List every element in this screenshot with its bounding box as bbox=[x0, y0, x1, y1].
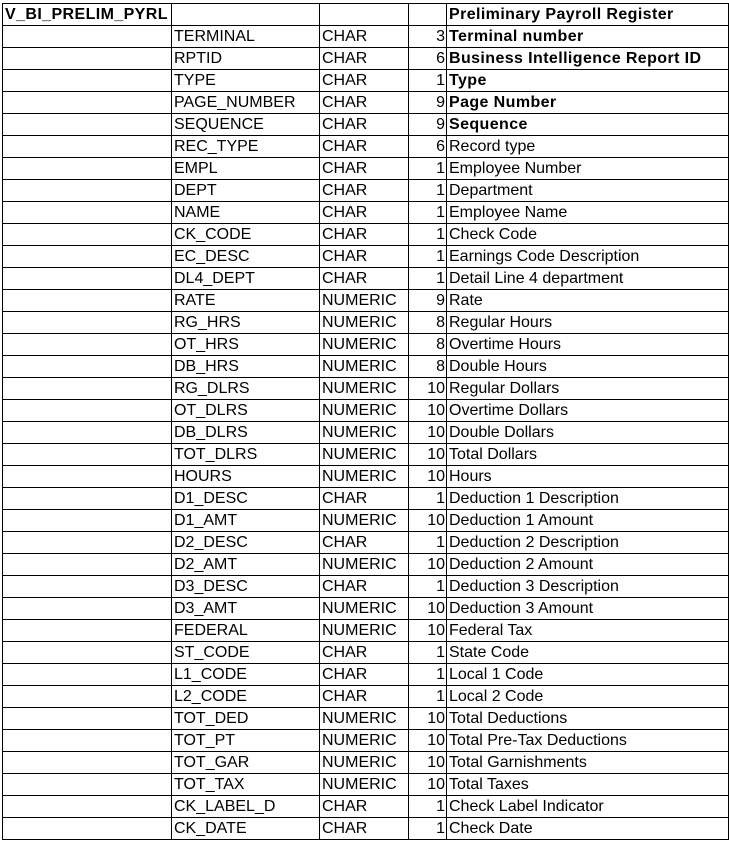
field-name-cell: DB_DLRS bbox=[172, 422, 320, 444]
field-length-cell: 1 bbox=[409, 576, 447, 598]
empty-cell bbox=[3, 26, 172, 48]
empty-cell bbox=[3, 114, 172, 136]
field-name-cell: DB_HRS bbox=[172, 356, 320, 378]
empty-cell bbox=[3, 334, 172, 356]
data-type-cell: NUMERIC bbox=[320, 598, 409, 620]
view-name-cell: V_BI_PRELIM_PYRL bbox=[3, 4, 172, 26]
field-description-cell: Hours bbox=[447, 466, 729, 488]
field-length-cell: 6 bbox=[409, 136, 447, 158]
field-name-cell: DEPT bbox=[172, 180, 320, 202]
field-description-cell: Regular Dollars bbox=[447, 378, 729, 400]
field-length-cell: 1 bbox=[409, 642, 447, 664]
table-row bbox=[3, 686, 729, 708]
field-description-cell: Check Date bbox=[447, 818, 729, 840]
field-length-cell: 10 bbox=[409, 752, 447, 774]
field-length-cell: 10 bbox=[409, 598, 447, 620]
field-length-cell: 1 bbox=[409, 268, 447, 290]
field-length-cell: 8 bbox=[409, 334, 447, 356]
empty-cell bbox=[3, 818, 172, 840]
empty-cell bbox=[3, 532, 172, 554]
field-name-cell: ST_CODE bbox=[172, 642, 320, 664]
field-description-cell: Double Hours bbox=[447, 356, 729, 378]
field-name-cell: DL4_DEPT bbox=[172, 268, 320, 290]
empty-cell bbox=[3, 730, 172, 752]
data-type-cell: CHAR bbox=[320, 796, 409, 818]
field-length-cell: 10 bbox=[409, 774, 447, 796]
field-description-cell: Check Label Indicator bbox=[447, 796, 729, 818]
empty-cell bbox=[3, 774, 172, 796]
data-type-cell: CHAR bbox=[320, 158, 409, 180]
field-length-cell: 1 bbox=[409, 180, 447, 202]
table-row bbox=[3, 48, 729, 70]
field-length-cell: 8 bbox=[409, 312, 447, 334]
field-name-cell: NAME bbox=[172, 202, 320, 224]
table-row bbox=[3, 180, 729, 202]
empty-cell bbox=[3, 400, 172, 422]
data-type-cell: CHAR bbox=[320, 818, 409, 840]
data-type-cell: NUMERIC bbox=[320, 422, 409, 444]
empty-cell bbox=[3, 642, 172, 664]
data-type-cell: CHAR bbox=[320, 48, 409, 70]
table-body bbox=[3, 4, 729, 840]
table-row bbox=[3, 92, 729, 114]
field-length-cell: 1 bbox=[409, 246, 447, 268]
report-title-cell: Preliminary Payroll Register bbox=[447, 4, 729, 26]
empty-cell bbox=[3, 92, 172, 114]
field-name-cell: L1_CODE bbox=[172, 664, 320, 686]
table-row bbox=[3, 466, 729, 488]
empty-cell bbox=[3, 576, 172, 598]
table-row bbox=[3, 532, 729, 554]
empty-cell bbox=[3, 180, 172, 202]
empty-cell bbox=[3, 796, 172, 818]
field-name-cell: FEDERAL bbox=[172, 620, 320, 642]
table-row bbox=[3, 356, 729, 378]
field-length-cell: 9 bbox=[409, 290, 447, 312]
data-type-cell: CHAR bbox=[320, 114, 409, 136]
data-type-cell: CHAR bbox=[320, 686, 409, 708]
field-description-cell: State Code bbox=[447, 642, 729, 664]
field-description-cell: Page Number bbox=[447, 92, 729, 114]
field-name-cell: RATE bbox=[172, 290, 320, 312]
field-name-cell: CK_LABEL_D bbox=[172, 796, 320, 818]
field-description-cell: Deduction 3 Amount bbox=[447, 598, 729, 620]
data-type-cell: NUMERIC bbox=[320, 400, 409, 422]
empty-cell bbox=[3, 70, 172, 92]
field-description-cell: Local 1 Code bbox=[447, 664, 729, 686]
field-description-cell: Employee Name bbox=[447, 202, 729, 224]
data-type-cell: CHAR bbox=[320, 26, 409, 48]
field-name-cell: TERMINAL bbox=[172, 26, 320, 48]
field-description-cell: Deduction 2 Description bbox=[447, 532, 729, 554]
field-name-cell: CK_CODE bbox=[172, 224, 320, 246]
field-name-cell: D1_AMT bbox=[172, 510, 320, 532]
data-type-cell: NUMERIC bbox=[320, 730, 409, 752]
field-length-cell: 10 bbox=[409, 422, 447, 444]
field-description-cell: Detail Line 4 department bbox=[447, 268, 729, 290]
field-length-cell: 10 bbox=[409, 400, 447, 422]
data-type-cell: CHAR bbox=[320, 488, 409, 510]
empty-cell bbox=[409, 4, 447, 26]
empty-cell bbox=[3, 488, 172, 510]
field-name-cell: TOT_GAR bbox=[172, 752, 320, 774]
field-description-cell: Deduction 1 Description bbox=[447, 488, 729, 510]
empty-cell bbox=[3, 422, 172, 444]
header-row bbox=[3, 4, 729, 26]
empty-cell bbox=[3, 202, 172, 224]
field-length-cell: 9 bbox=[409, 114, 447, 136]
field-name-cell: TOT_DED bbox=[172, 708, 320, 730]
field-name-cell: RG_DLRS bbox=[172, 378, 320, 400]
field-description-cell: Terminal number bbox=[447, 26, 729, 48]
field-description-cell: Business Intelligence Report ID bbox=[447, 48, 729, 70]
field-length-cell: 10 bbox=[409, 554, 447, 576]
field-length-cell: 1 bbox=[409, 818, 447, 840]
field-name-cell: D3_DESC bbox=[172, 576, 320, 598]
field-name-cell: EMPL bbox=[172, 158, 320, 180]
field-length-cell: 1 bbox=[409, 686, 447, 708]
table-row bbox=[3, 576, 729, 598]
table-row bbox=[3, 158, 729, 180]
field-description-cell: Local 2 Code bbox=[447, 686, 729, 708]
field-name-cell: D2_DESC bbox=[172, 532, 320, 554]
data-type-cell: NUMERIC bbox=[320, 620, 409, 642]
field-description-cell: Employee Number bbox=[447, 158, 729, 180]
field-name-cell: CK_DATE bbox=[172, 818, 320, 840]
data-type-cell: NUMERIC bbox=[320, 356, 409, 378]
data-type-cell: NUMERIC bbox=[320, 510, 409, 532]
table-row bbox=[3, 400, 729, 422]
field-description-cell: Total Dollars bbox=[447, 444, 729, 466]
data-type-cell: NUMERIC bbox=[320, 378, 409, 400]
field-length-cell: 10 bbox=[409, 730, 447, 752]
table-row bbox=[3, 136, 729, 158]
empty-cell bbox=[3, 664, 172, 686]
field-description-cell: Total Garnishments bbox=[447, 752, 729, 774]
table-row bbox=[3, 224, 729, 246]
data-type-cell: NUMERIC bbox=[320, 752, 409, 774]
data-type-cell: CHAR bbox=[320, 180, 409, 202]
field-length-cell: 1 bbox=[409, 70, 447, 92]
field-name-cell: D1_DESC bbox=[172, 488, 320, 510]
table-row bbox=[3, 268, 729, 290]
empty-cell bbox=[3, 378, 172, 400]
field-length-cell: 1 bbox=[409, 224, 447, 246]
field-name-cell: TOT_DLRS bbox=[172, 444, 320, 466]
empty-cell bbox=[3, 356, 172, 378]
table-row bbox=[3, 202, 729, 224]
empty-cell bbox=[320, 4, 409, 26]
field-description-cell: Deduction 1 Amount bbox=[447, 510, 729, 532]
empty-cell bbox=[3, 136, 172, 158]
empty-cell bbox=[3, 246, 172, 268]
field-name-cell: D2_AMT bbox=[172, 554, 320, 576]
empty-cell bbox=[3, 48, 172, 70]
table-row bbox=[3, 70, 729, 92]
data-type-cell: CHAR bbox=[320, 576, 409, 598]
empty-cell bbox=[3, 752, 172, 774]
empty-cell bbox=[3, 224, 172, 246]
field-description-cell: Department bbox=[447, 180, 729, 202]
field-length-cell: 10 bbox=[409, 378, 447, 400]
table-row bbox=[3, 796, 729, 818]
field-description-cell: Earnings Code Description bbox=[447, 246, 729, 268]
data-type-cell: CHAR bbox=[320, 70, 409, 92]
field-name-cell: HOURS bbox=[172, 466, 320, 488]
data-type-cell: CHAR bbox=[320, 202, 409, 224]
field-description-cell: Double Dollars bbox=[447, 422, 729, 444]
table-row bbox=[3, 510, 729, 532]
field-name-cell: L2_CODE bbox=[172, 686, 320, 708]
data-type-cell: CHAR bbox=[320, 92, 409, 114]
field-description-cell: Overtime Dollars bbox=[447, 400, 729, 422]
field-name-cell: TYPE bbox=[172, 70, 320, 92]
field-length-cell: 10 bbox=[409, 466, 447, 488]
field-description-cell: Deduction 2 Amount bbox=[447, 554, 729, 576]
field-length-cell: 1 bbox=[409, 532, 447, 554]
field-name-cell: TOT_TAX bbox=[172, 774, 320, 796]
empty-cell bbox=[3, 510, 172, 532]
empty-cell bbox=[3, 598, 172, 620]
field-length-cell: 1 bbox=[409, 202, 447, 224]
empty-cell bbox=[3, 290, 172, 312]
table-row bbox=[3, 730, 729, 752]
data-type-cell: NUMERIC bbox=[320, 312, 409, 334]
data-type-cell: NUMERIC bbox=[320, 466, 409, 488]
field-length-cell: 1 bbox=[409, 488, 447, 510]
field-length-cell: 8 bbox=[409, 356, 447, 378]
data-type-cell: NUMERIC bbox=[320, 774, 409, 796]
table-row bbox=[3, 334, 729, 356]
table-row bbox=[3, 664, 729, 686]
field-length-cell: 3 bbox=[409, 26, 447, 48]
field-definition-table bbox=[2, 3, 729, 840]
data-type-cell: CHAR bbox=[320, 246, 409, 268]
field-length-cell: 1 bbox=[409, 158, 447, 180]
data-type-cell: CHAR bbox=[320, 532, 409, 554]
field-description-cell: Total Deductions bbox=[447, 708, 729, 730]
empty-cell bbox=[3, 158, 172, 180]
table-row bbox=[3, 114, 729, 136]
empty-cell bbox=[3, 268, 172, 290]
field-name-cell: RG_HRS bbox=[172, 312, 320, 334]
field-name-cell: RPTID bbox=[172, 48, 320, 70]
table-row bbox=[3, 642, 729, 664]
field-name-cell: PAGE_NUMBER bbox=[172, 92, 320, 114]
field-description-cell: Federal Tax bbox=[447, 620, 729, 642]
field-description-cell: Deduction 3 Description bbox=[447, 576, 729, 598]
data-type-cell: NUMERIC bbox=[320, 334, 409, 356]
empty-cell bbox=[3, 466, 172, 488]
data-type-cell: NUMERIC bbox=[320, 554, 409, 576]
empty-cell bbox=[3, 620, 172, 642]
field-name-cell: REC_TYPE bbox=[172, 136, 320, 158]
data-type-cell: CHAR bbox=[320, 642, 409, 664]
table-row bbox=[3, 312, 729, 334]
table-row bbox=[3, 752, 729, 774]
field-length-cell: 9 bbox=[409, 92, 447, 114]
table-row bbox=[3, 422, 729, 444]
field-length-cell: 10 bbox=[409, 708, 447, 730]
table-row bbox=[3, 818, 729, 840]
field-name-cell: D3_AMT bbox=[172, 598, 320, 620]
field-length-cell: 1 bbox=[409, 664, 447, 686]
field-length-cell: 10 bbox=[409, 510, 447, 532]
table-row bbox=[3, 774, 729, 796]
table-row bbox=[3, 290, 729, 312]
table-row bbox=[3, 246, 729, 268]
table-row bbox=[3, 620, 729, 642]
data-type-cell: CHAR bbox=[320, 136, 409, 158]
empty-cell bbox=[3, 554, 172, 576]
empty-cell bbox=[172, 4, 320, 26]
data-type-cell: NUMERIC bbox=[320, 444, 409, 466]
field-name-cell: EC_DESC bbox=[172, 246, 320, 268]
field-name-cell: TOT_PT bbox=[172, 730, 320, 752]
table-row bbox=[3, 598, 729, 620]
field-length-cell: 10 bbox=[409, 620, 447, 642]
field-description-cell: Sequence bbox=[447, 114, 729, 136]
table-row bbox=[3, 444, 729, 466]
field-description-cell: Check Code bbox=[447, 224, 729, 246]
table-row bbox=[3, 488, 729, 510]
empty-cell bbox=[3, 708, 172, 730]
field-name-cell: OT_HRS bbox=[172, 334, 320, 356]
field-description-cell: Total Taxes bbox=[447, 774, 729, 796]
field-description-cell: Total Pre-Tax Deductions bbox=[447, 730, 729, 752]
table-row bbox=[3, 26, 729, 48]
field-description-cell: Type bbox=[447, 70, 729, 92]
data-type-cell: CHAR bbox=[320, 224, 409, 246]
table-row bbox=[3, 378, 729, 400]
data-type-cell: CHAR bbox=[320, 268, 409, 290]
field-description-cell: Regular Hours bbox=[447, 312, 729, 334]
field-description-cell: Record type bbox=[447, 136, 729, 158]
field-length-cell: 6 bbox=[409, 48, 447, 70]
table-row bbox=[3, 708, 729, 730]
empty-cell bbox=[3, 312, 172, 334]
field-length-cell: 1 bbox=[409, 796, 447, 818]
field-length-cell: 10 bbox=[409, 444, 447, 466]
table-row bbox=[3, 554, 729, 576]
data-type-cell: NUMERIC bbox=[320, 708, 409, 730]
empty-cell bbox=[3, 686, 172, 708]
field-description-cell: Rate bbox=[447, 290, 729, 312]
empty-cell bbox=[3, 444, 172, 466]
data-type-cell: NUMERIC bbox=[320, 290, 409, 312]
field-description-cell: Overtime Hours bbox=[447, 334, 729, 356]
field-name-cell: SEQUENCE bbox=[172, 114, 320, 136]
data-type-cell: CHAR bbox=[320, 664, 409, 686]
field-name-cell: OT_DLRS bbox=[172, 400, 320, 422]
